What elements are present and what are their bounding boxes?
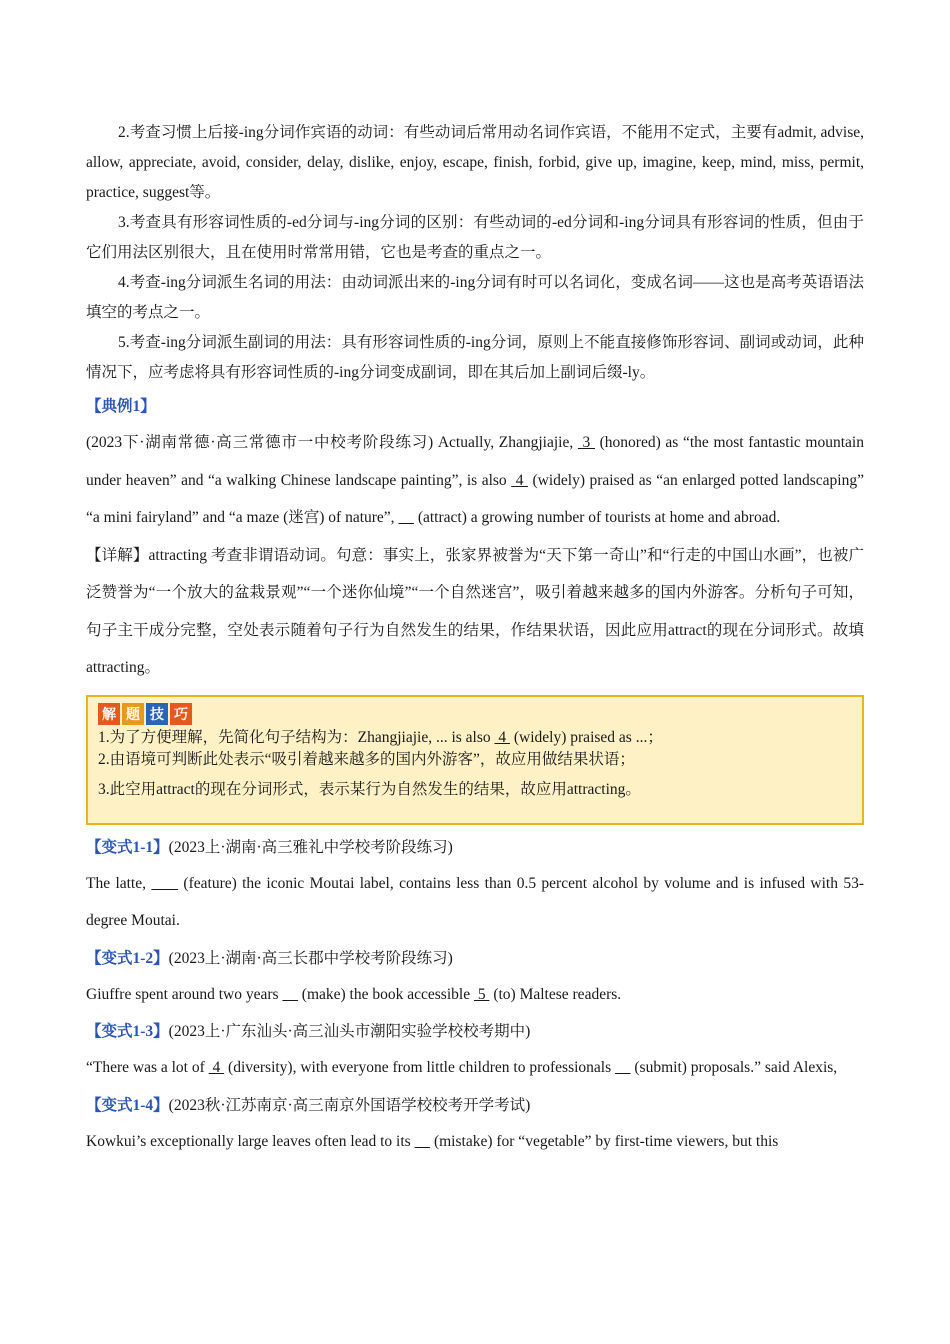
variant-1-1-blank	[151, 875, 178, 892]
variant-1-3-source: (2023上·广东汕头·高三汕头市潮阳实验学校校考期中)	[168, 1023, 531, 1040]
variant-1-4-blank	[415, 1133, 431, 1150]
variant-1-2-text-1: Giuffre spent around two years	[86, 985, 283, 1003]
explanation: 【详解】attracting 考查非谓语动词。句意：事实上，张家界被誉为“天下第一奇山”和“行走的中国山水画”，也被广泛赞誉为“一个放大的盆栽景观”“一个迷你仙境”“一个自然迷宫”，吸引着越来越多的国内外游客。分析句子可知，句子主干成分完整，空处表示随着句子行为自然发生的结果，作结果状语，因此应用attract的现在分词形式。故填attracting。	[86, 546, 864, 676]
example-1-blank-3	[398, 509, 414, 526]
document-page	[86, 118, 864, 1160]
example-1-text	[86, 424, 864, 537]
paragraph-4: 4.考查-ing分词派生名词的用法：由动词派出来的-ing分词有时可以名词化，变成名词——这也是高考英语语法填空的考点之一。	[86, 274, 864, 321]
variant-1-1-label: 【变式1-1】	[86, 838, 169, 856]
example-1-text-1: (2023下·湖南常德·高三常德市一中校考阶段练习) Actually, Zhangjiajie,	[86, 434, 578, 451]
example-1-label: 【典例1】	[86, 398, 156, 415]
example-1-text-3: (widely) praised as “an enlarged potted landscaping” “a mini fairyland” and “a maze (迷宫) of nature”,	[86, 471, 864, 526]
variant-1-2-blank-1	[282, 986, 298, 1003]
example-1-blank-2: 4	[511, 471, 528, 489]
example-1-text-4: (attract) a growing number of tourists at home and abroad.	[413, 509, 781, 526]
variant-1-3-blank-2	[615, 1059, 631, 1076]
tip-line-1-blank: 4	[494, 728, 511, 746]
tip-line-1-c: (widely) praised as ...；	[510, 728, 663, 746]
variant-1-3-text-3: (submit) proposals.” said Alexis,	[630, 1059, 838, 1076]
variant-1-2-text-2: (make) the book accessible	[297, 985, 474, 1003]
tip-line-1-a: 1.为了方便理解，先简化句子结构为：Zhangjiajie, ... is also	[98, 728, 495, 746]
solving-tips-box	[86, 695, 864, 825]
variant-1-2-blank-2: 5	[473, 985, 490, 1003]
variant-1-2-text-3: (to) Maltese readers.	[489, 985, 622, 1003]
variant-1-2-source: (2023上·湖南·高三长郡中学校考阶段练习)	[168, 949, 453, 967]
variant-1-2-label: 【变式1-2】	[86, 949, 169, 967]
variant-1-4-text-2: (mistake) for “vegetable” by first-time viewers, but this	[430, 1132, 779, 1150]
example-1-blank-1: 3	[577, 434, 595, 451]
variant-1-3-blank-1: 4	[208, 1059, 225, 1076]
variant-1-3-header	[86, 1017, 864, 1047]
paragraph-5: 5.考查-ing分词派生副词的用法：具有形容词性质的-ing分词，原则上不能直接修饰形容词、副词或动词，此种情况下，应考虑将具有形容词性质的-ing分词变成副词，即在其后加上副词后缀-ly。	[86, 334, 864, 381]
variant-1-4-label: 【变式1-4】	[86, 1096, 169, 1114]
variant-1-1-source: (2023上·湖南·高三雅礼中学校考阶段练习)	[168, 838, 453, 856]
variant-1-4-source: (2023秋·江苏南京·高三南京外国语学校校考开学考试)	[168, 1096, 531, 1114]
tip-line-1	[98, 727, 852, 749]
tips-badges	[98, 703, 852, 725]
variant-1-3-label: 【变式1-3】	[86, 1023, 169, 1040]
variant-1-2-text	[86, 976, 864, 1014]
tips-badge-3: 技	[146, 703, 168, 725]
tips-badge-4: 巧	[170, 703, 192, 725]
variant-1-4-header	[86, 1091, 864, 1121]
tips-badge-1: 解	[98, 703, 120, 725]
variant-1-3-text	[86, 1049, 864, 1087]
variant-1-2-header	[86, 944, 864, 974]
paragraph-3: 3.考查具有形容词性质的-ed分词与-ing分词的区别：有些动词的-ed分词和-ing分词具有形容词的性质，但由于它们用法区别很大，且在使用时常常用错，它也是考查的重点之一。	[86, 214, 864, 261]
variant-1-1-text-2: (feature) the iconic Moutai label, contains less than 0.5 percent alcohol by volume and is infused with 53-degree Moutai.	[86, 874, 864, 929]
variant-1-3-text-1: “There was a lot of	[86, 1059, 209, 1076]
variant-1-1-text	[86, 865, 864, 940]
paragraph-2: 2.考查习惯上后接-ing分词作宾语的动词：有些动词后常用动名词作宾语，不能用不定式，主要有admit, advise, allow, appreciate, avoid, consider, delay, dislike, enjoy, escape, finish, forbid, give up, imagine, keep, mind, miss, permit, practice, suggest等。	[86, 124, 864, 201]
tips-badge-2: 题	[122, 703, 144, 725]
variant-1-1-text-1: The latte,	[86, 874, 152, 892]
example-1-text-2: (honored) as “the most fantastic mountain under heaven” and “a walking Chinese landscape painting”, is also	[86, 434, 864, 489]
variant-1-3-text-2: (diversity), with everyone from little children to professionals	[224, 1059, 616, 1076]
variant-1-1-header	[86, 833, 864, 863]
tip-line-3: 3.此空用attract的现在分词形式，表示某行为自然发生的结果，故应用attracting。	[98, 780, 641, 798]
variant-1-4-text	[86, 1123, 864, 1161]
variant-1-4-text-1: Kowkui’s exceptionally large leaves often lead to its	[86, 1132, 415, 1150]
example-1-label-line	[86, 392, 864, 422]
tip-line-2: 2.由语境可判断此处表示“吸引着越来越多的国内外游客”，故应用做结果状语；	[98, 750, 635, 768]
